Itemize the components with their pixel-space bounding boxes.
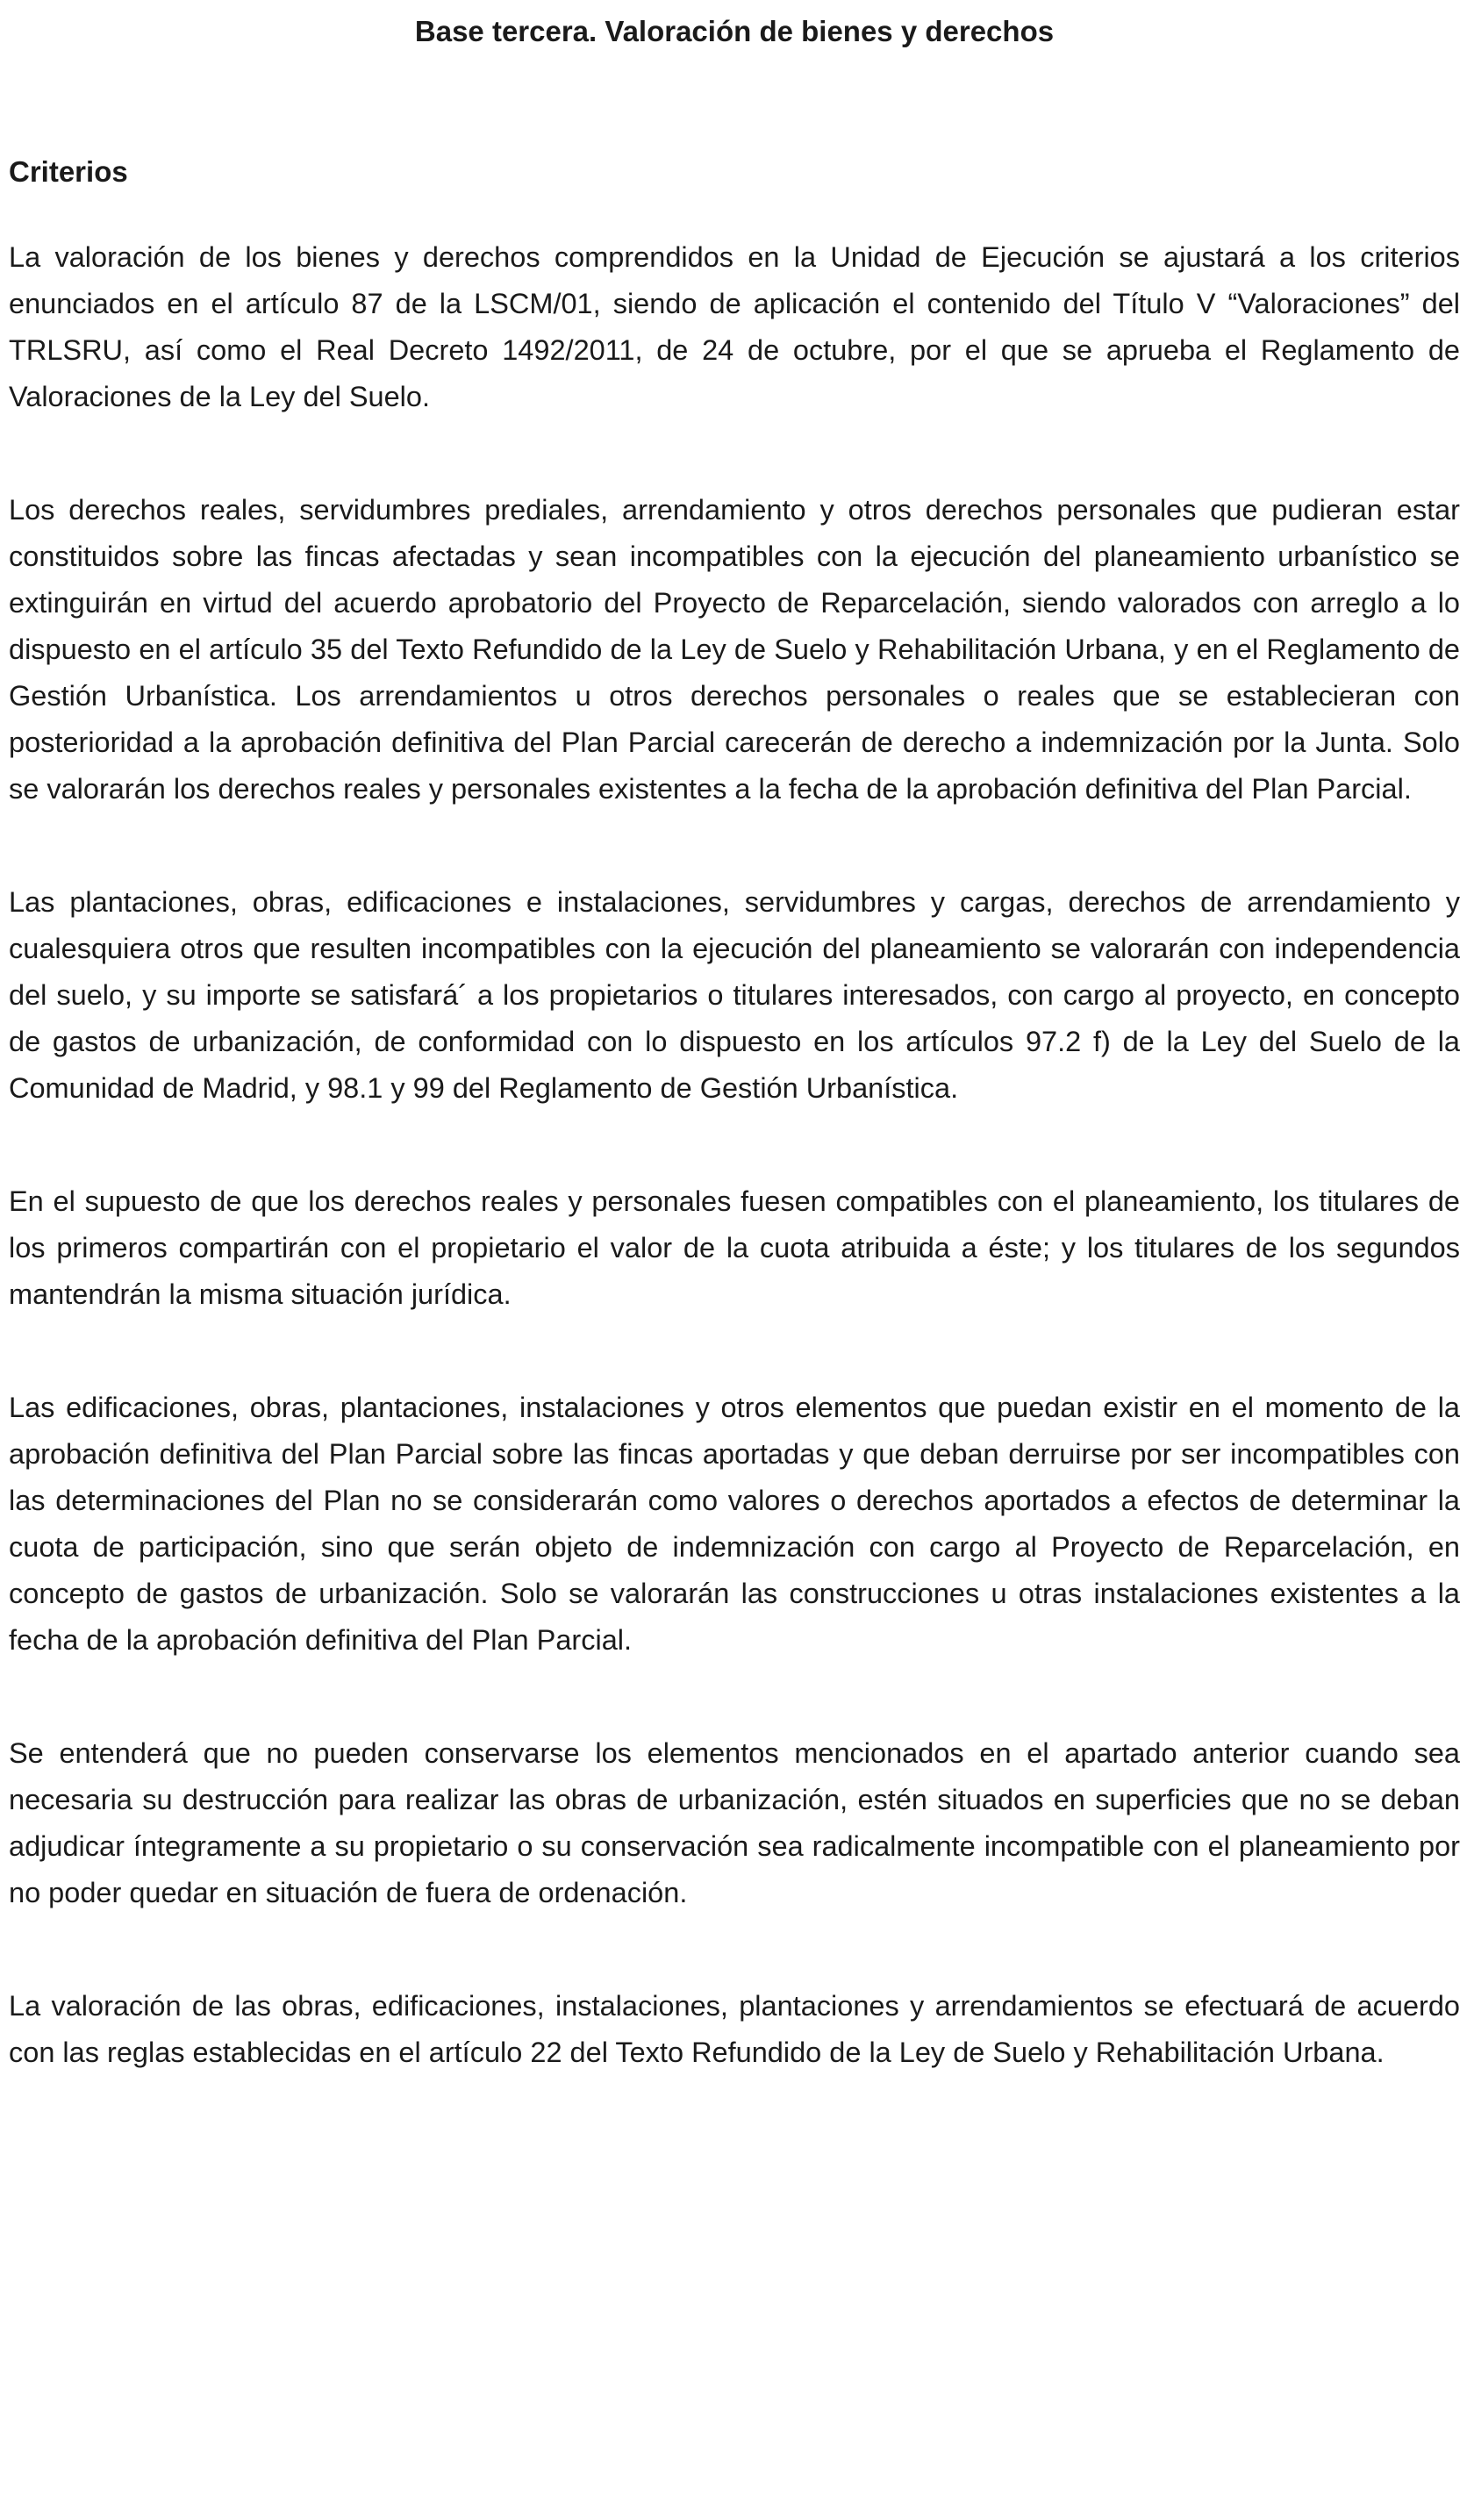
- paragraph-edificaciones-existentes: Las edificaciones, obras, plantaciones, instalaciones y otros elementos que puedan existir en el momento de la aprobación definitiva del Plan Parcial sobre las fincas aportadas y que deban derruirse por ser incompatibles con las determinaciones del Plan no se considerarán como valores o derechos aportados a efectos de determinar la cuota de participación, sino que serán objeto de indemnización con cargo al Proyecto de Reparcelación, en concepto de gastos de urbanización. Solo se valorarán las construcciones u otras instalaciones existentes a la fecha de la aprobación definitiva del Plan Parcial.: [9, 1392, 1460, 1656]
- paragraph-plantaciones-obras: Las plantaciones, obras, edificaciones e instalaciones, servidumbres y cargas, derechos de arrendamiento y cualesquiera otros que resulten incompatibles con la ejecución del planeamiento se valorarán con independencia del suelo, y su importe se satisfará´ a los propietarios o titulares interesados, con cargo al proyecto, en concepto de gastos de urbanización, de conformidad con lo dispuesto en los artículos 97.2 f) de la Ley del Suelo de la Comunidad de Madrid, y 98.1 y 99 del Reglamento de Gestión Urbanística.: [9, 886, 1460, 1104]
- paragraph-elementos-no-conservables: Se entenderá que no pueden conservarse los elementos mencionados en el apartado anterior cuando sea necesaria su destrucción para realizar las obras de urbanización, estén situados en superficies que no se deban adjudicar íntegramente a su propietario o su conservación sea radicalmente incompatible con el planeamiento por no poder quedar en situación de fuera de ordenación.: [9, 1737, 1460, 1908]
- section-heading-criterios: Criterios: [9, 155, 128, 188]
- paragraph-derechos-reales: Los derechos reales, servidumbres prediales, arrendamiento y otros derechos personales que pudieran estar constituidos sobre las fincas afectadas y sean incompatibles con la ejecución del planeamiento urbanístico se extinguirán en virtud del acuerdo aprobatorio del Proyecto de Reparcelación, siendo valorados con arreglo a lo dispuesto en el artículo 35 del Texto Refundido de la Ley de Suelo y Rehabilitación Urbana, y en el Reglamento de Gestión Urbanística. Los arrendamientos u otros derechos personales o reales que se establecieran con posterioridad a la aprobación definitiva del Plan Parcial carecerán de derecho a indemnización por la Junta. Solo se valorarán los derechos reales y personales existentes a la fecha de la aprobación definitiva del Plan Parcial.: [9, 494, 1460, 805]
- paragraph-valoracion-criterios: La valoración de los bienes y derechos comprendidos en la Unidad de Ejecución se ajustará a los criterios enunciados en el artículo 87 de la LSCM/01, siendo de aplicación el contenido del Título V “Valoraciones” del TRLSRU, así como el Real Decreto 1492/2011, de 24 de octubre, por el que se aprueba el Reglamento de Valoraciones de la Ley del Suelo.: [9, 241, 1460, 412]
- document-title: Base tercera. Valoración de bienes y derechos: [414, 15, 1055, 47]
- document-body: [9, 234, 1460, 2143]
- paragraph-derechos-compatibles: En el supuesto de que los derechos reales y personales fuesen compatibles con el planeamiento, los titulares de los primeros compartirán con el propietario el valor de la cuota atribuida a éste; y los titulares de los segundos mantendrán la misma situación jurídica.: [9, 1185, 1460, 1310]
- paragraph-reglas-valoracion: La valoración de las obras, edificaciones, instalaciones, plantaciones y arrendamientos se efectuará de acuerdo con las reglas establecidas en el artículo 22 del Texto Refundido de la Ley de Suelo y Rehabilitación Urbana.: [9, 1990, 1460, 2068]
